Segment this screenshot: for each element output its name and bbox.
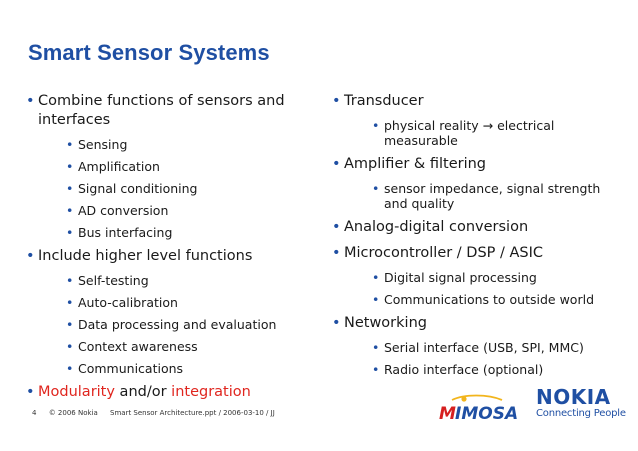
nokia-slogan: Connecting People <box>536 408 626 419</box>
sub-bullet-item: • Auto-calibration <box>66 295 316 310</box>
sub-bullet-item: • sensor impedance, signal strength and quality <box>372 181 622 211</box>
sub-bullet-item: • Sensing <box>66 137 316 152</box>
left-column <box>26 92 316 409</box>
right-column <box>332 92 622 384</box>
copyright-notice: © 2006 Nokia <box>48 409 98 417</box>
bullet-text: Include higher level functions <box>38 248 253 264</box>
bullet-item <box>332 314 622 333</box>
bullet-text-segment: and/or <box>114 384 172 400</box>
slide-title: Smart Sensor Systems <box>28 40 270 65</box>
bullet-item <box>26 247 316 266</box>
nokia-logo <box>536 386 630 426</box>
sub-bullet-item: • Context awareness <box>66 339 316 354</box>
svg-text:IMOSA: IMOSA <box>455 404 519 424</box>
sub-bullet-item: • physical reality → electrical measurable <box>372 118 622 148</box>
sub-bullet-item: • Bus interfacing <box>66 225 316 240</box>
sub-bullet-item: • Communications <box>66 361 316 376</box>
bullet-text: Transducer <box>344 93 424 109</box>
bullet-item <box>332 244 622 263</box>
sub-bullet-item: • Self-testing <box>66 273 316 288</box>
bullet-item <box>26 383 316 402</box>
sub-bullet-item: • Signal conditioning <box>66 181 316 196</box>
mimosa-logo <box>436 392 526 426</box>
footer <box>32 409 285 417</box>
bullet-item <box>26 92 316 130</box>
sub-bullet-item: • Amplification <box>66 159 316 174</box>
nokia-wordmark: NOKIA <box>536 385 611 409</box>
sub-bullet-item: • Radio interface (optional) <box>372 362 622 377</box>
source-file-info: Smart Sensor Architecture.ppt / 2006-03-10 / JJ <box>110 409 275 417</box>
bullet-item <box>332 92 622 111</box>
bullet-item <box>332 218 622 237</box>
sub-bullet-item: • AD conversion <box>66 203 316 218</box>
bullet-text: Microcontroller / DSP / ASIC <box>344 245 544 261</box>
svg-text:M: M <box>439 404 456 424</box>
sub-bullet-item: • Data processing and evaluation <box>66 317 316 332</box>
bullet-text-segment: integration <box>171 384 251 400</box>
bullet-text: Amplifier & filtering <box>344 156 486 172</box>
bullet-item <box>332 155 622 174</box>
bullet-text-segment: Modularity <box>38 384 115 400</box>
bullet-text: Analog-digital conversion <box>344 219 529 235</box>
sub-bullet-item: • Communications to outside world <box>372 292 622 307</box>
sub-bullet-item: • Digital signal processing <box>372 270 622 285</box>
sub-bullet-item: • Serial interface (USB, SPI, MMC) <box>372 340 622 355</box>
bullet-text: Combine functions of sensors and interfaces <box>38 93 285 128</box>
page-number: 4 <box>32 409 37 417</box>
bullet-text: Networking <box>344 315 427 331</box>
